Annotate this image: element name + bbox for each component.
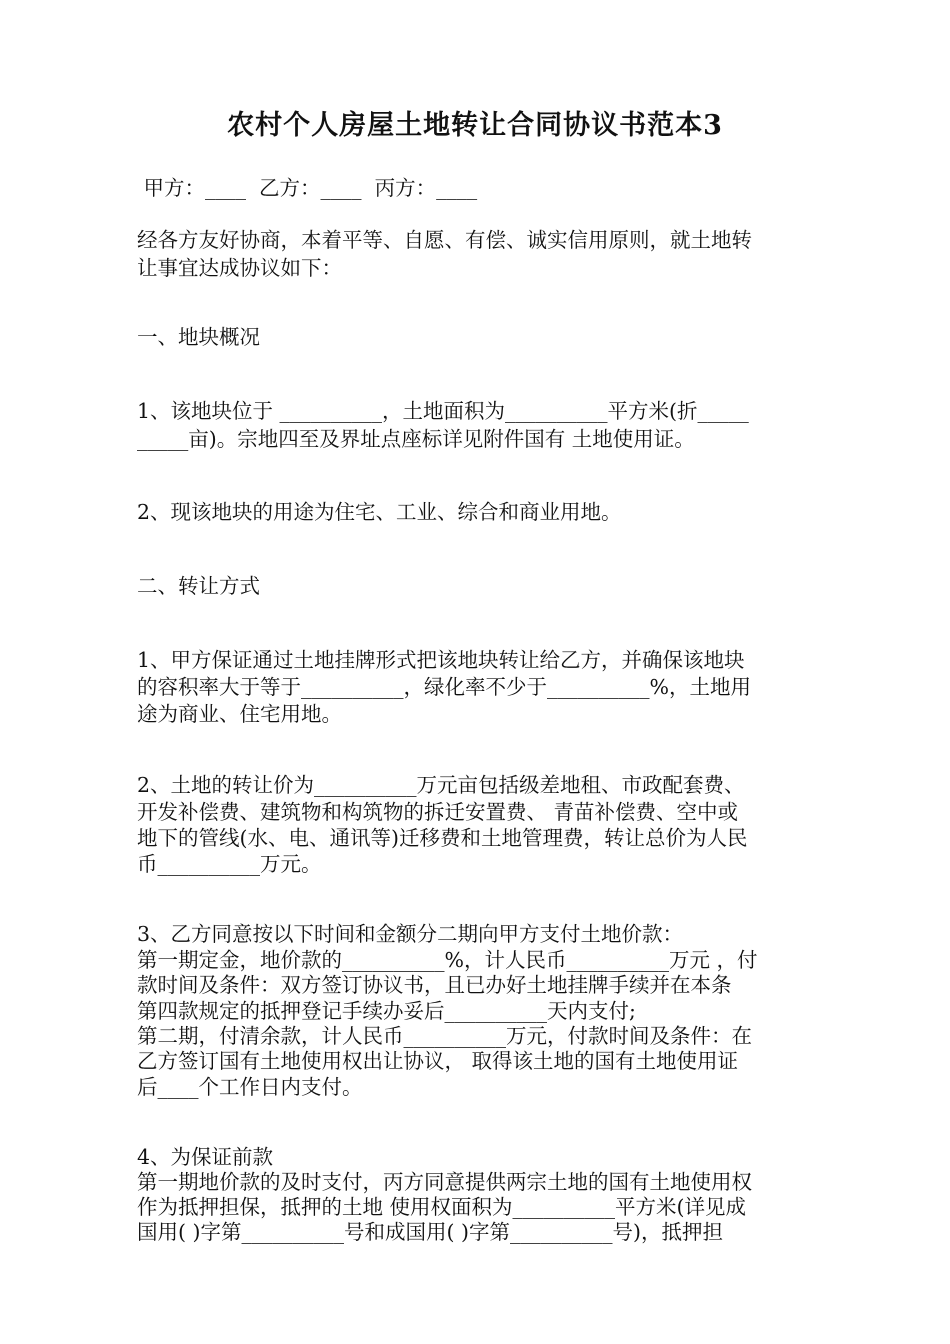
s1-item1-line-1: 1、该地块位于 __________，土地面积为__________平方米(折_____ — [137, 399, 749, 423]
s2-item3-line-7: 后____个工作日内支付。 — [137, 1075, 363, 1099]
document-title: 农村个人房屋土地转让合同协议书范本3 — [227, 110, 723, 141]
s2-item3-line-2: 第一期定金，地价款的__________%，计人民币__________万元 ，付 — [137, 948, 758, 972]
s2-item2-line-1: 2、土地的转让价为__________万元亩包括级差地租、市政配套费、 — [137, 773, 745, 797]
s2-item4-line-2: 第一期地价款的及时支付，丙方同意提供两宗土地的国有土地使用权 — [137, 1170, 752, 1194]
parties-line: 甲方：____ 乙方：____ 丙方：____ — [137, 176, 478, 200]
s2-item3-line-1: 3、乙方同意按以下时间和金额分二期向甲方支付土地价款： — [137, 922, 684, 946]
s1-item1-line-2: _____亩)。宗地四至及界址点座标详见附件国有 土地使用证。 — [137, 427, 695, 451]
s2-item3-line-6: 乙方签订国有土地使用权出让协议， 取得该土地的国有土地使用证 — [137, 1049, 739, 1073]
section-1-heading: 一、地块概况 — [137, 325, 260, 349]
s2-item4-line-3: 作为抵押担保，抵押的土地 使用权面积为__________平方米(详见成 — [137, 1195, 747, 1219]
s2-item4-line-1: 4、为保证前款 — [137, 1145, 274, 1169]
s2-item4-line-4: 国用( )字第__________号和成国用( )字第__________号)，抵押担 — [137, 1220, 724, 1244]
s2-item1-line-1: 1、甲方保证通过土地挂牌形式把该地块转让给乙方，并确保该地块 — [137, 648, 745, 672]
s2-item2-line-3: 地下的管线(水、电、通讯等)迁移费和土地管理费，转让总价为人民 — [137, 826, 748, 850]
s2-item1-line-3: 途为商业、住宅用地。 — [137, 702, 342, 726]
intro-line-2: 让事宜达成协议如下： — [137, 256, 342, 280]
s2-item1-line-2: 的容积率大于等于__________，绿化率不少于__________%，土地用 — [137, 675, 751, 699]
s2-item3-line-4: 第四款规定的抵押登记手续办妥后__________天内支付; — [137, 999, 636, 1023]
s2-item2-line-4: 币__________万元。 — [137, 852, 322, 876]
intro-line-1: 经各方友好协商，本着平等、自愿、有偿、诚实信用原则，就土地转 — [137, 228, 752, 252]
s2-item3-line-3: 款时间及条件：双方签订协议书，且已办好土地挂牌手续并在本条 — [137, 973, 732, 997]
s2-item3-line-5: 第二期，付清余款，计人民币__________万元，付款时间及条件：在 — [137, 1024, 752, 1048]
s2-item2-line-2: 开发补偿费、建筑物和构筑物的拆迁安置费、 青苗补偿费、空中或 — [137, 800, 739, 824]
s1-item2-line: 2、现该地块的用途为住宅、工业、综合和商业用地。 — [137, 500, 622, 524]
section-2-heading: 二、转让方式 — [137, 574, 260, 598]
